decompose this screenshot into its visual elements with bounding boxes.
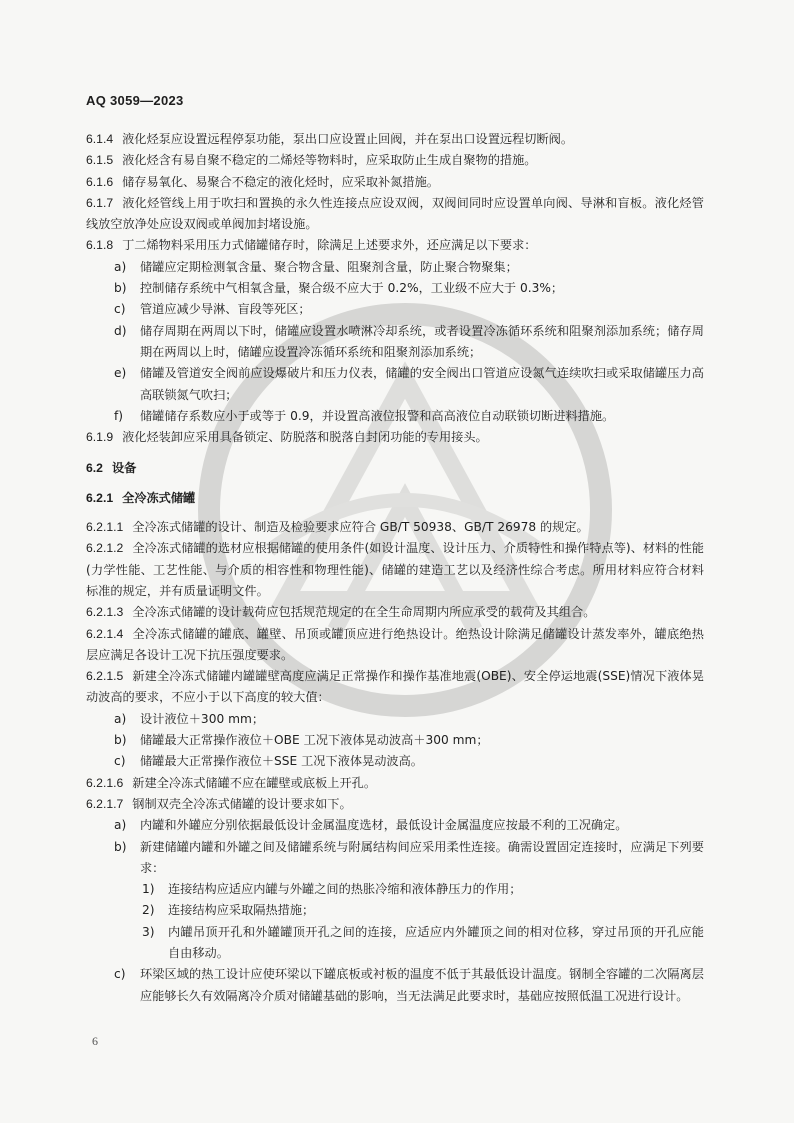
sub-list-item: 3) 内罐吊顶开孔和外罐罐顶开孔之间的连接，应适应内外罐顶之间的相对位移，穿过吊顶的开孔应能自由移动。 (142, 924, 704, 960)
list-item: a) 内罐和外罐应分别依据最低设计金属温度选材，最低设计金属温度应按最不利的工况确定。 (114, 818, 628, 833)
clause-6-2-1-7: 6.2.1.7 钢制双壳全冷冻式储罐的设计要求如下。 (86, 796, 352, 811)
list-item: c) 储罐最大正常操作液位＋SSE 工况下液体晃动波高。 (114, 754, 423, 769)
list-item: b) 控制储存系统中气相氧含量，聚合级不应大于 0.2%，工业级不应大于 0.3%； (114, 281, 564, 296)
section-heading-6-2: 6.2 设备 (86, 461, 137, 476)
section-heading-6-2-1: 6.2.1 全冷冻式储罐 (86, 490, 196, 505)
clause-6-2-1-6: 6.2.1.6 新建全冷冻式储罐不应在罐壁或底板上开孔。 (86, 775, 377, 790)
clause-6-2-1-5: 6.2.1.5 新建全冷冻式储罐内罐罐壁高度应满足正常操作和操作基准地震(OBE)、安全停运地震(SSE)情况下液体晃动波高的要求，不应小于以下高度的较大值： (86, 669, 704, 705)
clause-6-2-1-3: 6.2.1.3 全冷冻式储罐的设计载荷应包括规范规定的在全生命周期内所应承受的载荷及其组合。 (86, 605, 596, 620)
clause-6-1-6: 6.1.6 储存易氧化、易聚合不稳定的液化烃时，应采取补氮措施。 (86, 174, 439, 189)
list-item: a) 设计液位＋300 mm； (114, 711, 265, 726)
clause-6-1-7: 6.1.7 液化烃管线上用于吹扫和置换的永久性连接点应设双阀，双阀间同时应设置单向阀、导淋和盲板。液化烃管线放空放净处应设双阀或单阀加封堵设施。 (86, 195, 704, 232)
list-item: b) 储罐最大正常操作液位＋OBE 工况下液体晃动波高＋300 mm； (114, 733, 489, 748)
list-item: b) 新建储罐内罐和外罐之间及储罐系统与附属结构间应采用柔性连接。确需设置固定连接时，应满足下列要求： (114, 839, 704, 875)
list-item: c) 环梁区域的热工设计应使环梁以下罐底板或衬板的温度不低于其最低设计温度。钢制全容罐的二次隔离层应能够长久有效隔离冷介质对储罐基础的影响，当无法满足此要求时，基础应按照低温工况进行设计。 (114, 967, 704, 1003)
sub-list-item: 1) 连接结构应适应内罐与外罐之间的热胀冷缩和液体静压力的作用； (142, 882, 522, 897)
clause-6-1-4: 6.1.4 液化烃泵应设置远程停泵功能，泵出口应设置止回阀，并在泵出口设置远程切断阀。 (86, 132, 574, 146)
list-item: a) 储罐应定期检测氧含量、聚合物含量、阻聚剂含量，防止聚合物聚集； (114, 259, 518, 274)
clause-6-2-1-2: 6.2.1.2 全冷冻式储罐的选材应根据储罐的使用条件(如设计温度、设计压力、介质特性和操作特点等)、材料的性能(力学性能、工艺性能、与介质的相容性和物理性能)、储罐的建造工艺以及经济性综合考虑。所用材料应符合材料标准的规定，并有质量证明文件。 (86, 541, 704, 598)
clause-6-1-9: 6.1.9 液化烃装卸应采用具备锁定、防脱落和脱落自封闭功能的专用接头。 (86, 430, 488, 445)
clause-6-1-8: 6.1.8 丁二烯物料采用压力式储罐储存时，除满足上述要求外，还应满足以下要求： (86, 238, 537, 253)
list-item: e) 储罐及管道安全阀前应设爆破片和压力仪表，储罐的安全阀出口管道应设氮气连续吹扫或采取储罐压力高高联锁氮气吹扫； (114, 366, 704, 402)
clause-6-2-1-4: 6.2.1.4 全冷冻式储罐的罐底、罐壁、吊顶或罐顶应进行绝热设计。绝热设计除满足储罐设计蒸发率外，罐底绝热层应满足各设计工况下抗压强度要求。 (86, 626, 704, 662)
list-item: d) 储存周期在两周以下时，储罐应设置水喷淋冷却系统，或者设置冷冻循环系统和阻聚剂添加系统；储存周期在两周以上时，储罐应设置冷冻循环系统和阻聚剂添加系统； (114, 323, 704, 359)
page-number: 6 (92, 1034, 98, 1048)
clause-6-1-5: 6.1.5 液化烃含有易自聚不稳定的二烯烃等物料时，应采取防止生成自聚物的措施。 (86, 153, 537, 168)
list-item: c) 管道应减少导淋、盲段等死区； (114, 302, 311, 317)
sub-list-item: 2) 连接结构应采取隔热措施； (142, 903, 315, 918)
document-body (86, 129, 704, 1007)
document-id: AQ 3059—2023 (86, 93, 184, 108)
list-item: f) 储罐储存系数应小于或等于 0.9，并设置高液位报警和高高液位自动联锁切断进料措施。 (114, 408, 615, 423)
clause-6-2-1-1: 6.2.1.1 全冷冻式储罐的设计、制造及检验要求应符合 GB/T 50938、GB/T 26978 的规定。 (86, 520, 589, 535)
